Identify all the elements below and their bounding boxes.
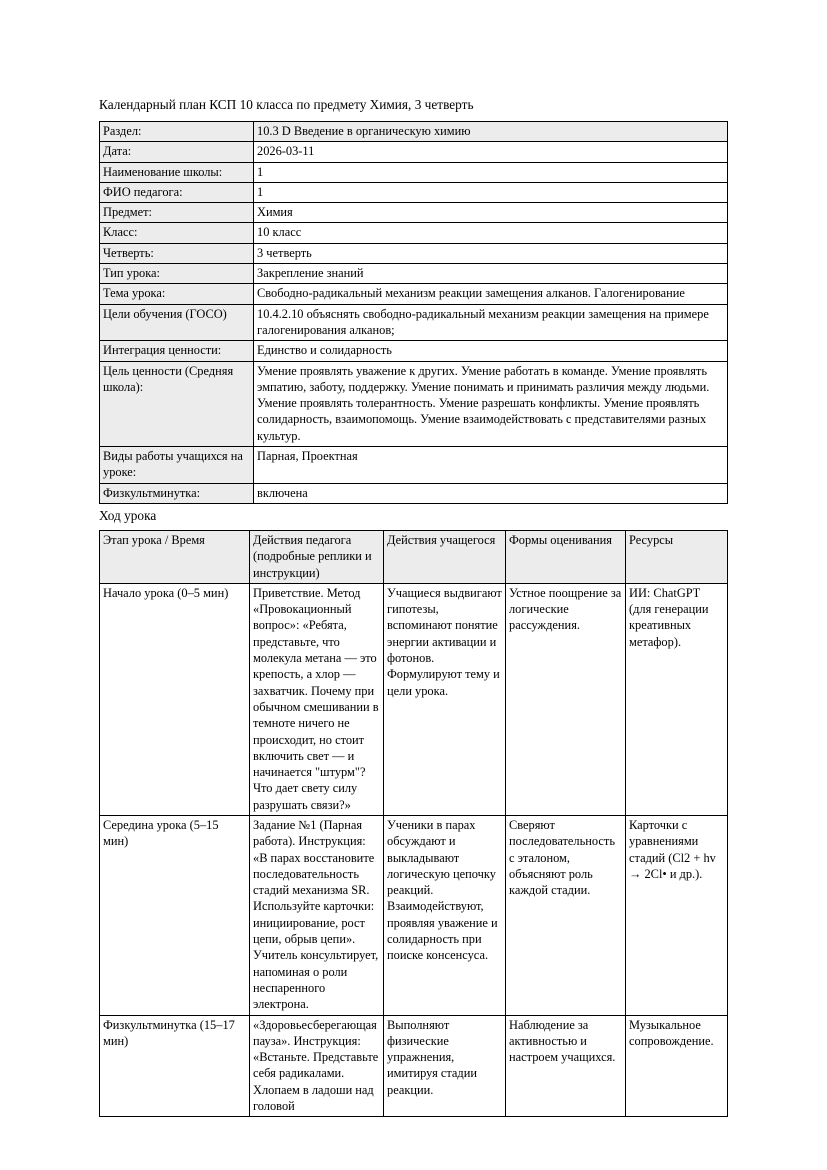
flow-resources-cell: Музыкальное сопровождение.	[626, 1015, 728, 1117]
table-row	[100, 264, 728, 284]
info-row-label: Дата:	[100, 142, 254, 162]
flow-stage-cell: Середина урока (5–15 мин)	[100, 815, 250, 1015]
table-header-row	[100, 530, 728, 583]
info-row-value: 1	[254, 182, 728, 202]
flow-assessment-cell: Сверяют последовательность с эталоном, объясняют роль каждой стадии.	[506, 815, 626, 1015]
lesson-flow-heading: Ход урока	[99, 507, 157, 523]
flow-teacher-cell: Задание №1 (Парная работа). Инструкция: «В парах восстановите последовательность стадий механизма SR. Используйте карточки: инициирование, рост цепи, обрыв цепи». Учитель консультирует, напоминая о роли неспаренного электрона.	[250, 815, 384, 1015]
info-row-label: Тема урока:	[100, 284, 254, 304]
lesson-flow-body	[100, 583, 728, 1117]
info-row-value: Свободно-радикальный механизм реакции замещения алканов. Галогенирование	[254, 284, 728, 304]
info-row-label: Физкультминутка:	[100, 483, 254, 503]
flow-student-cell: Учащиеся выдвигают гипотезы, вспоминают понятие энергии активации и фотонов. Формулируют тему и цели урока.	[384, 583, 506, 815]
info-row-value: Химия	[254, 203, 728, 223]
flow-resources-cell: ИИ: ChatGPT (для генерации креативных метафор).	[626, 583, 728, 815]
table-row	[100, 304, 728, 341]
table-row	[100, 815, 728, 1015]
info-row-label: Раздел:	[100, 122, 254, 142]
table-row	[100, 223, 728, 243]
info-row-label: Виды работы учащихся на уроке:	[100, 447, 254, 484]
column-header: Ресурсы	[626, 530, 728, 583]
page-title: Календарный план КСП 10 класса по предмету Химия, 3 четверть	[99, 97, 474, 112]
flow-teacher-cell: Приветствие. Метод «Провокационный вопрос»: «Ребята, представьте, что молекула метана — это крепость, а хлор — захватчик. Почему при обычном смешивании в темноте ничего не происходит, но стоит включить свет — и начинается "штурм"? Что дает свету силу разрушать связи?»	[250, 583, 384, 815]
info-row-label: Интеграция ценности:	[100, 341, 254, 361]
flow-student-cell: Выполняют физические упражнения, имитируя стадии реакции.	[384, 1015, 506, 1117]
info-row-value: 10 класс	[254, 223, 728, 243]
table-row	[100, 341, 728, 361]
table-row	[100, 1015, 728, 1117]
document-content	[99, 96, 727, 1117]
table-row	[100, 182, 728, 202]
lesson-info-table	[99, 121, 728, 504]
column-header: Действия учащегося	[384, 530, 506, 583]
info-row-value: Единство и солидарность	[254, 341, 728, 361]
flow-resources-cell: Карточки с уравнениями стадий (Cl2 + hv → 2Cl• и др.).	[626, 815, 728, 1015]
flow-stage-cell: Начало урока (0–5 мин)	[100, 583, 250, 815]
table-row	[100, 583, 728, 815]
info-row-label: Класс:	[100, 223, 254, 243]
info-row-value: Парная, Проектная	[254, 447, 728, 484]
info-row-label: Тип урока:	[100, 264, 254, 284]
table-row	[100, 284, 728, 304]
info-row-value: 1	[254, 162, 728, 182]
flow-assessment-cell: Наблюдение за активностью и настроем учащихся.	[506, 1015, 626, 1117]
column-header: Этап урока / Время	[100, 530, 250, 583]
flow-student-cell: Ученики в парах обсуждают и выкладывают логическую цепочку реакций. Взаимодействуют, проявляя уважение и солидарность при поиске консенсуса.	[384, 815, 506, 1015]
info-row-label: Наименование школы:	[100, 162, 254, 182]
lesson-flow-head	[100, 530, 728, 583]
column-header: Формы оценивания	[506, 530, 626, 583]
lesson-info-body	[100, 122, 728, 504]
info-row-label: Предмет:	[100, 203, 254, 223]
table-row	[100, 361, 728, 446]
table-row	[100, 122, 728, 142]
table-row	[100, 243, 728, 263]
flow-teacher-cell: «Здоровьесберегающая пауза». Инструкция: «Встаньте. Представьте себя радикалами. Хлопаем в ладоши над головой	[250, 1015, 384, 1117]
info-row-value: Умение проявлять уважение к других. Умение работать в команде. Умение проявлять эмпатию, заботу, поддержку. Умение понимать и принимать различия между людьми. Умение проявлять толерантность. Умение разрешать конфликты. Умение проявлять солидарность, взаимопомощь. Умение взаимодействовать с представителями разных культур.	[254, 361, 728, 446]
info-row-value: 3 четверть	[254, 243, 728, 263]
info-row-value: Закрепление знаний	[254, 264, 728, 284]
info-row-label: Цели обучения (ГОСО)	[100, 304, 254, 341]
lesson-flow-table	[99, 530, 728, 1117]
table-row	[100, 142, 728, 162]
info-row-label: Четверть:	[100, 243, 254, 263]
column-header: Действия педагога (подробные реплики и инструкции)	[250, 530, 384, 583]
info-row-label: ФИО педагога:	[100, 182, 254, 202]
info-row-value: 10.4.2.10 объяснять свободно-радикальный механизм реакции замещения на примере галогенирования алканов;	[254, 304, 728, 341]
table-row	[100, 203, 728, 223]
flow-assessment-cell: Устное поощрение за логические рассуждения.	[506, 583, 626, 815]
table-row	[100, 162, 728, 182]
info-row-value: 10.3 D Введение в органическую химию	[254, 122, 728, 142]
info-row-value: включена	[254, 483, 728, 503]
info-row-label: Цель ценности (Средняя школа):	[100, 361, 254, 446]
flow-stage-cell: Физкультминутка (15–17 мин)	[100, 1015, 250, 1117]
table-row	[100, 483, 728, 503]
info-row-value: 2026-03-11	[254, 142, 728, 162]
table-row	[100, 447, 728, 484]
